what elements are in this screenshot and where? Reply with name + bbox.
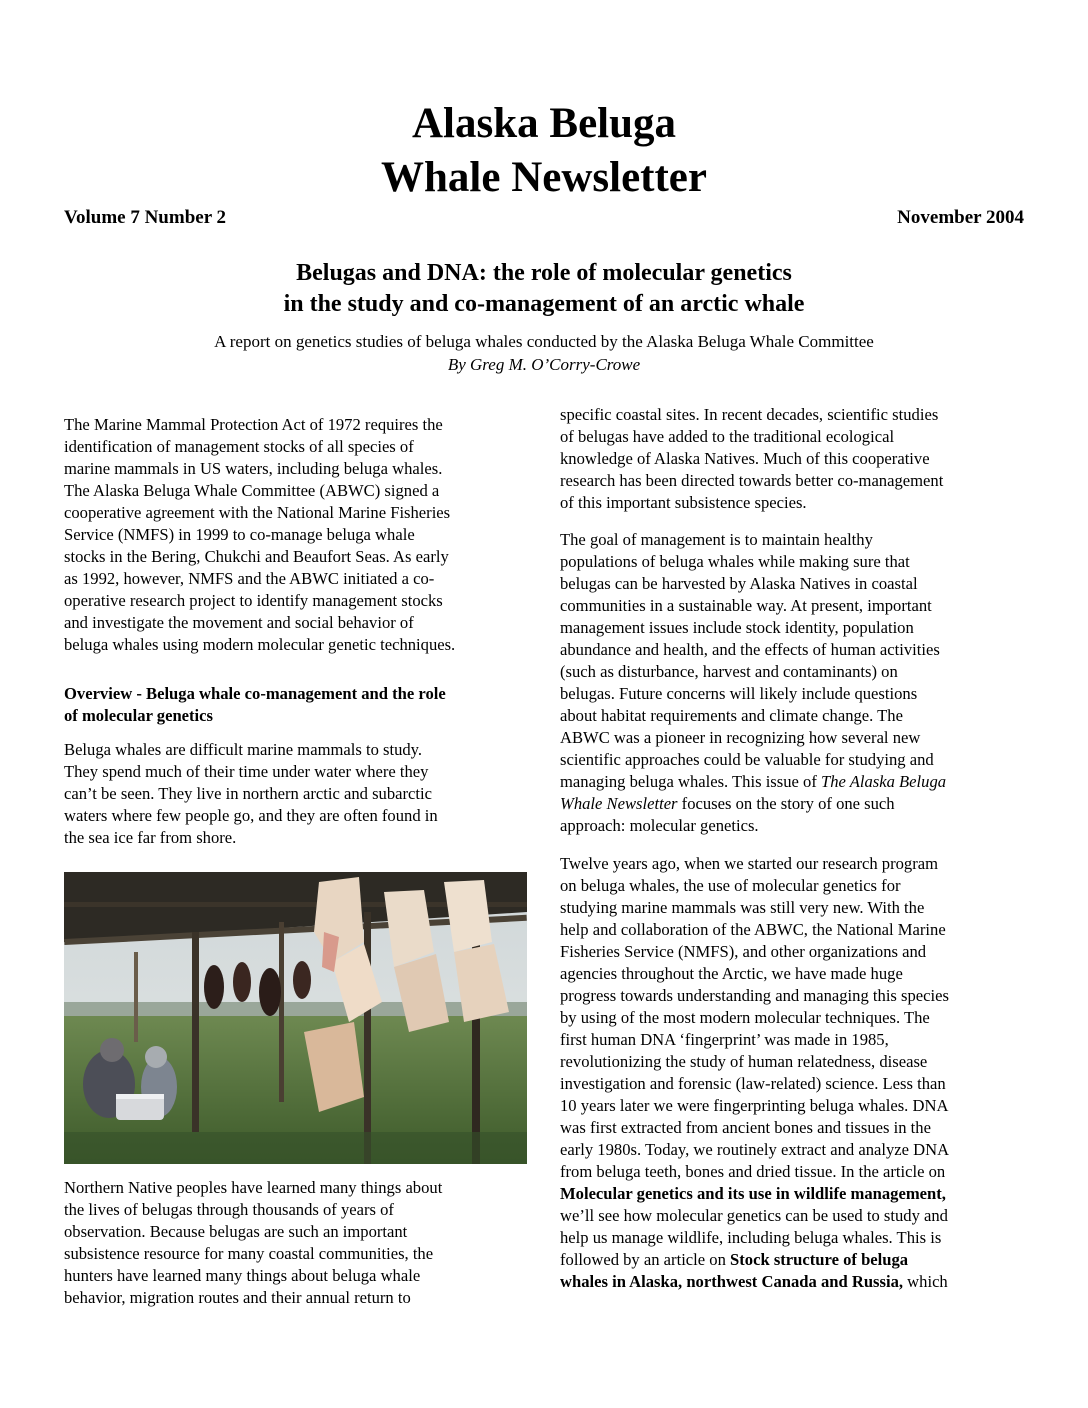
text-line: from beluga teeth, bones and dried tissue. In the article on xyxy=(560,1162,946,1181)
article-reference-bold: whales in Alaska, northwest Canada and Russia, xyxy=(560,1272,904,1291)
text-line: of this important subsistence species. xyxy=(560,493,807,512)
text-line: the lives of belugas through thousands of years of xyxy=(64,1200,394,1219)
text-line: and investigate the movement and social behavior of xyxy=(64,613,414,632)
text-line: beluga whales using modern molecular genetic techniques. xyxy=(64,635,456,654)
newsletter-title-line-1: Alaska Beluga xyxy=(411,100,677,147)
text-span: which xyxy=(903,1272,948,1291)
article-subtitle: A report on genetics studies of beluga whales conducted by the Alaska Beluga Whale Committee xyxy=(214,332,874,351)
newsletter-name-italic: Whale Newsletter xyxy=(560,794,678,813)
text-line: studying marine mammals was still very new. With the xyxy=(560,898,925,917)
beluga-drying-rack-photo xyxy=(64,872,527,1164)
text-line xyxy=(560,1183,1030,1205)
text-line: help and collaboration of the ABWC, the National Marine xyxy=(560,920,946,939)
text-line: Service (NMFS) in 1999 to co-manage beluga whale xyxy=(64,525,415,544)
text-line: Twelve years ago, when we started our research program xyxy=(560,854,939,873)
native-knowledge-paragraph xyxy=(64,1177,534,1309)
article-byline: By Greg M. O’Corry-Crowe xyxy=(447,355,641,374)
article-headline-line-2: in the study and co-management of an arctic whale xyxy=(283,291,805,317)
text-line: abundance and health, and the effects of human activities xyxy=(560,640,940,659)
text-line: Fisheries Service (NMFS), and other organizations and xyxy=(560,942,927,961)
text-line: can’t be seen. They live in northern arctic and subarctic xyxy=(64,784,432,803)
text-line: progress towards understanding and managing this species xyxy=(560,986,949,1005)
continued-paragraph xyxy=(560,404,1030,514)
text-span: focuses on the story of one such xyxy=(677,794,895,813)
text-line: belugas can be harvested by Alaska Natives in coastal xyxy=(560,574,918,593)
text-line: observation. Because belugas are such an important xyxy=(64,1222,408,1241)
text-line: subsistence resource for many coastal communities, the xyxy=(64,1244,434,1263)
text-line: early 1980s. Today, we routinely extract and analyze DNA xyxy=(560,1140,950,1159)
text-line: hunters have learned many things about beluga whale xyxy=(64,1266,421,1285)
text-line: behavior, migration routes and their annual return to xyxy=(64,1288,411,1307)
overview-heading xyxy=(64,683,534,727)
difficulty-paragraph xyxy=(64,739,534,849)
volume-number: Volume 7 Number 2 xyxy=(64,207,227,228)
heading-line: Overview - Beluga whale co-management and the role xyxy=(64,684,446,703)
text-line: marine mammals in US waters, including beluga whales. xyxy=(64,459,443,478)
text-line: stocks in the Bering, Chukchi and Beaufort Seas. As early xyxy=(64,547,449,566)
text-line: (such as disturbance, harvest and contaminants) on xyxy=(560,662,898,681)
text-line: Beluga whales are difficult marine mammals to study. xyxy=(64,740,423,759)
text-line: waters where few people go, and they are often found in xyxy=(64,806,438,825)
text-line: about habitat requirements and climate change. The xyxy=(560,706,903,725)
text-line: management issues include stock identity, population xyxy=(560,618,914,637)
text-span: managing beluga whales. This issue of xyxy=(560,772,821,791)
management-goal-paragraph xyxy=(560,529,1030,837)
text-line: belugas. Future concerns will likely include questions xyxy=(560,684,918,703)
text-line: 10 years later we were fingerprinting beluga whales. DNA xyxy=(560,1096,949,1115)
text-line: investigation and forensic (law-related) science. Less than xyxy=(560,1074,946,1093)
text-line: identification of management stocks of all species of xyxy=(64,437,414,456)
text-line: on beluga whales, the use of molecular genetics for xyxy=(560,876,901,895)
text-line: as 1992, however, NMFS and the ABWC initiated a co- xyxy=(64,569,435,588)
text-line xyxy=(560,1249,1030,1271)
text-line: specific coastal sites. In recent decades, scientific studies xyxy=(560,405,939,424)
text-line: was first extracted from ancient bones and tissues in the xyxy=(560,1118,931,1137)
text-line: we’ll see how molecular genetics can be used to study and xyxy=(560,1206,948,1225)
text-line: research has been directed towards better co-management xyxy=(560,471,944,490)
heading-line: of molecular genetics xyxy=(64,706,213,725)
newsletter-title-line-2: Whale Newsletter xyxy=(381,154,707,201)
text-line: approach: molecular genetics. xyxy=(560,816,759,835)
article-headline-line-1: Belugas and DNA: the role of molecular genetics xyxy=(296,260,792,286)
text-line: Northern Native peoples have learned many things about xyxy=(64,1178,443,1197)
text-line: help us manage wildlife, including beluga whales. This is xyxy=(560,1228,942,1247)
text-line: first human DNA ‘fingerprint’ was made in 1985, xyxy=(560,1030,889,1049)
text-line: the sea ice far from shore. xyxy=(64,828,237,847)
text-line: The Marine Mammal Protection Act of 1972 requires the xyxy=(64,415,443,434)
text-line: knowledge of Alaska Natives. Much of this cooperative xyxy=(560,449,930,468)
intro-paragraph xyxy=(64,414,534,656)
text-line xyxy=(560,1271,1030,1293)
text-line: by using of the most modern molecular techniques. The xyxy=(560,1008,930,1027)
text-span: followed by an article on xyxy=(560,1250,731,1269)
text-line: communities in a sustainable way. At present, important xyxy=(560,596,932,615)
text-line: scientific approaches could be valuable for studying and xyxy=(560,750,934,769)
text-line: revolutionizing the study of human relatedness, disease xyxy=(560,1052,928,1071)
text-line: populations of beluga whales while making sure that xyxy=(560,552,910,571)
twelve-years-paragraph xyxy=(560,853,1030,1293)
issue-date: November 2004 xyxy=(897,207,1024,228)
article-reference-bold: Stock structure of beluga xyxy=(730,1250,909,1269)
text-line: The Alaska Beluga Whale Committee (ABWC) signed a xyxy=(64,481,440,500)
text-line: ABWC was a pioneer in recognizing how several new xyxy=(560,728,921,747)
newsletter-name-italic: The Alaska Beluga xyxy=(821,772,947,791)
text-line: The goal of management is to maintain healthy xyxy=(560,530,873,549)
article-reference-bold: Molecular genetics and its use in wildlife management, xyxy=(560,1184,946,1203)
text-line: of belugas have added to the traditional ecological xyxy=(560,427,895,446)
text-line: They spend much of their time under water where they xyxy=(64,762,429,781)
text-line xyxy=(560,771,1030,793)
text-line: operative research project to identify management stocks xyxy=(64,591,443,610)
text-line: agencies throughout the Arctic, we have made huge xyxy=(560,964,903,983)
text-line xyxy=(560,793,1030,815)
text-line: cooperative agreement with the National Marine Fisheries xyxy=(64,503,451,522)
